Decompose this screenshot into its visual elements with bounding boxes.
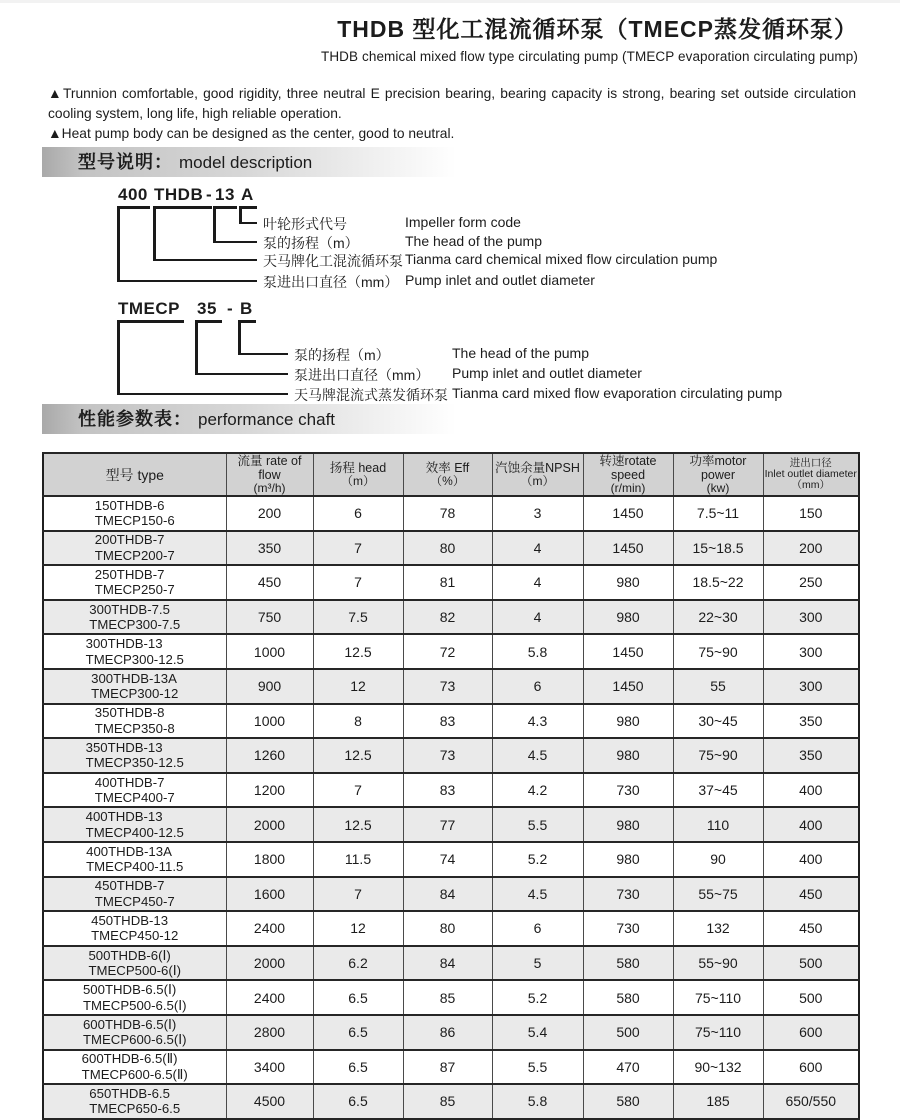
cell-dia: 500 [763,946,859,981]
cell-npsh: 5.5 [492,1050,583,1085]
cell-speed: 1450 [583,531,673,566]
cell-flow: 900 [226,669,313,704]
cell-npsh: 5.8 [492,634,583,669]
cell-npsh: 5.5 [492,807,583,842]
cell-eff: 72 [403,634,492,669]
cell-dia: 400 [763,807,859,842]
cell-npsh: 4.2 [492,773,583,808]
model-code-token: A [241,185,254,204]
table-row [43,1050,859,1085]
diagram-label-en: Pump inlet and outlet diameter [452,365,642,381]
cell-head: 7 [313,531,403,566]
diagram-label-en: Impeller form code [405,214,521,230]
model-names: 300THDB-13 TMECP300-12.5 [85,636,184,667]
model-names: 400THDB-13A TMECP400-11.5 [86,843,184,875]
cell-head: 12.5 [313,738,403,773]
cell-type [43,946,226,981]
table-row [43,738,859,773]
model-names: 450THDB-7 TMECP450-7 [94,878,175,909]
cell-eff: 74 [403,842,492,877]
cell-speed: 1450 [583,634,673,669]
cell-head: 7 [313,877,403,912]
table-row [43,946,859,981]
model-names: 450THDB-13 TMECP450-12 [91,912,179,944]
cell-type [43,1084,226,1119]
cell-flow: 2800 [226,1015,313,1050]
cell-eff: 73 [403,669,492,704]
model-names: 600THDB-6.5(Ⅰ) TMECP600-6.5(Ⅰ) [82,1016,187,1048]
cell-speed: 730 [583,877,673,912]
table-row [43,565,859,600]
cell-flow: 3400 [226,1050,313,1085]
connector-line [117,393,288,396]
cell-power: 110 [673,807,763,842]
column-header-type: 型号 type [43,453,226,496]
cell-type [43,980,226,1015]
table-row [43,1084,859,1119]
cell-dia: 600 [763,1050,859,1085]
table-body [43,496,859,1119]
cell-npsh: 3 [492,496,583,531]
table-row [43,669,859,704]
cell-npsh: 5 [492,946,583,981]
table-row [43,807,859,842]
cell-eff: 80 [403,531,492,566]
model-code-token: TMECP [118,299,180,318]
model-code-token: - [206,185,213,204]
diagram-label-en: Tianma card mixed flow evaporation circulating pump [452,385,783,401]
model-names: 350THDB-13 TMECP350-12.5 [85,739,184,771]
cell-type [43,738,226,773]
cell-power: 30~45 [673,704,763,739]
cell-flow: 1200 [226,773,313,808]
cell-dia: 300 [763,634,859,669]
connector-line [195,320,222,323]
diagram-label-en: Tianma card chemical mixed flow circulation pump [405,251,718,267]
cell-dia: 150 [763,496,859,531]
diagram-label-zh: 天马牌混流式蒸发循环泵 [294,387,448,403]
model-names: 350THDB-8 TMECP350-8 [94,705,175,736]
table-row [43,842,859,877]
table-row [43,1015,859,1050]
cell-npsh: 4 [492,531,583,566]
model-names: 400THDB-7 TMECP400-7 [94,774,175,806]
cell-speed: 580 [583,980,673,1015]
cell-eff: 87 [403,1050,492,1085]
model-names: 600THDB-6.5(Ⅱ) TMECP600-6.5(Ⅱ) [81,1051,188,1082]
page-title: THDB 型化工混流循环泵（TMECP蒸发循环泵） [337,16,858,42]
cell-flow: 4500 [226,1084,313,1119]
connector-line [117,320,120,394]
diagram-label-zh: 泵的扬程（m） [294,347,390,363]
cell-power: 75~90 [673,634,763,669]
diagram-label-zh: 天马牌化工混流循环泵 [263,253,403,269]
cell-type [43,1050,226,1085]
cell-head: 12 [313,669,403,704]
cell-npsh: 4 [492,565,583,600]
cell-npsh: 6 [492,669,583,704]
section-header-model-description [42,147,492,177]
connector-line [153,259,257,262]
cell-type [43,807,226,842]
cell-eff: 82 [403,600,492,635]
cell-eff: 77 [403,807,492,842]
model-names: 300THDB-7.5 TMECP300-7.5 [89,601,181,633]
table-row [43,600,859,635]
table-row [43,496,859,531]
table-row [43,634,859,669]
model-code-token: - [227,299,234,318]
cell-type [43,600,226,635]
section-header-performance [42,404,492,434]
cell-dia: 450 [763,911,859,946]
title-block [0,11,858,64]
model-code-token: B [240,299,253,318]
cell-speed: 980 [583,565,673,600]
column-header-eff: 效率 Eff （%） [403,453,492,496]
cell-type [43,842,226,877]
cell-power: 90 [673,842,763,877]
cell-flow: 450 [226,565,313,600]
cell-eff: 78 [403,496,492,531]
cell-npsh: 5.4 [492,1015,583,1050]
cell-head: 6 [313,496,403,531]
cell-dia: 350 [763,738,859,773]
cell-flow: 2400 [226,980,313,1015]
cell-speed: 980 [583,842,673,877]
connector-line [153,206,212,209]
model-names: 150THDB-6 TMECP150-6 [94,497,175,529]
column-header-npsh: 汽蚀余量NPSH （m） [492,453,583,496]
cell-flow: 1000 [226,704,313,739]
diagram-label-en: The head of the pump [452,345,589,361]
cell-power: 55~90 [673,946,763,981]
column-header-power: 功率motor power (kw) [673,453,763,496]
cell-flow: 1600 [226,877,313,912]
cell-power: 55~75 [673,877,763,912]
diagram-label-en: The head of the pump [405,233,542,249]
model-names: 250THDB-7 TMECP250-7 [94,566,175,598]
cell-eff: 83 [403,704,492,739]
cell-flow: 750 [226,600,313,635]
cell-power: 90~132 [673,1050,763,1085]
cell-eff: 83 [403,773,492,808]
cell-type [43,634,226,669]
cell-head: 6.5 [313,1050,403,1085]
cell-dia: 300 [763,669,859,704]
cell-eff: 85 [403,980,492,1015]
connector-line [239,206,257,209]
cell-speed: 470 [583,1050,673,1085]
connector-line [195,320,198,374]
connector-line [117,320,184,323]
table-row [43,531,859,566]
cell-eff: 73 [403,738,492,773]
cell-type [43,669,226,704]
cell-type [43,877,226,912]
cell-flow: 200 [226,496,313,531]
cell-head: 12.5 [313,634,403,669]
cell-eff: 81 [403,565,492,600]
intro-paragraphs [48,84,856,144]
cell-npsh: 5.2 [492,980,583,1015]
cell-type [43,773,226,808]
cell-power: 75~110 [673,1015,763,1050]
cell-speed: 980 [583,807,673,842]
cell-type [43,496,226,531]
connector-line [239,222,257,225]
cell-dia: 500 [763,980,859,1015]
cell-power: 37~45 [673,773,763,808]
cell-flow: 1000 [226,634,313,669]
cell-npsh: 5.8 [492,1084,583,1119]
cell-dia: 650/550 [763,1084,859,1119]
performance-table [42,452,860,1120]
diagram-label-zh: 泵进出口直径（mm） [294,367,430,383]
cell-speed: 500 [583,1015,673,1050]
cell-dia: 200 [763,531,859,566]
section-title-en: performance chaft [198,410,336,429]
cell-type [43,531,226,566]
model-code-token: 13 [215,185,235,204]
cell-flow: 2000 [226,946,313,981]
cell-power: 18.5~22 [673,565,763,600]
cell-dia: 450 [763,877,859,912]
cell-npsh: 4.5 [492,738,583,773]
cell-head: 7.5 [313,600,403,635]
cell-dia: 400 [763,773,859,808]
cell-eff: 84 [403,877,492,912]
cell-power: 75~90 [673,738,763,773]
cell-dia: 300 [763,600,859,635]
table-row [43,877,859,912]
model-names: 500THDB-6.5(Ⅰ) TMECP500-6.5(Ⅰ) [82,982,187,1013]
table-header-row [43,453,859,496]
section-title-zh: 型号说明： [78,152,173,172]
intro-bullet-1: ▲Trunnion comfortable, good rigidity, three neutral E precision bearing, bearing capacity is strong, bearing set outside circulation cooling system, long life, high reliable operation. [48,86,856,121]
cell-type [43,565,226,600]
connector-line [213,241,257,244]
cell-speed: 1450 [583,496,673,531]
cell-flow: 1260 [226,738,313,773]
column-header-speed: 转速rotate speed (r/min) [583,453,673,496]
connector-line [213,206,216,243]
cell-head: 7 [313,565,403,600]
cell-head: 12 [313,911,403,946]
cell-eff: 80 [403,911,492,946]
cell-power: 7.5~11 [673,496,763,531]
cell-head: 11.5 [313,842,403,877]
model-names: 650THDB-6.5 TMECP650-6.5 [89,1085,181,1117]
cell-type [43,1015,226,1050]
cell-power: 15~18.5 [673,531,763,566]
cell-flow: 1800 [226,842,313,877]
model-code-token: THDB [154,185,204,204]
table-row [43,980,859,1015]
model-code-token: 400 [118,185,148,204]
cell-power: 55 [673,669,763,704]
model-names: 300THDB-13A TMECP300-12 [91,670,179,702]
connector-line [117,280,257,283]
cell-eff: 84 [403,946,492,981]
cell-speed: 980 [583,704,673,739]
cell-npsh: 4.5 [492,877,583,912]
cell-head: 12.5 [313,807,403,842]
cell-head: 6.2 [313,946,403,981]
cell-dia: 600 [763,1015,859,1050]
cell-speed: 980 [583,600,673,635]
cell-head: 8 [313,704,403,739]
cell-power: 185 [673,1084,763,1119]
cell-flow: 2000 [226,807,313,842]
cell-npsh: 4 [492,600,583,635]
cell-head: 6.5 [313,1084,403,1119]
cell-speed: 580 [583,1084,673,1119]
column-header-flow: 流量 rate of flow (m³/h) [226,453,313,496]
cell-head: 7 [313,773,403,808]
connector-line [238,320,256,323]
cell-dia: 400 [763,842,859,877]
cell-dia: 350 [763,704,859,739]
connector-line [213,206,237,209]
cell-speed: 1450 [583,669,673,704]
model-names: 200THDB-7 TMECP200-7 [94,532,175,563]
page-edge-artifact [0,0,900,3]
cell-type [43,911,226,946]
connector-line [238,320,241,354]
diagram-label-zh: 泵的扬程（m） [263,235,359,251]
model-code-token: 35 [197,299,217,318]
diagram-label-en: Pump inlet and outlet diameter [405,272,595,288]
diagram-label-zh: 叶轮形式代号 [263,216,347,232]
cell-speed: 730 [583,911,673,946]
cell-eff: 86 [403,1015,492,1050]
cell-npsh: 5.2 [492,842,583,877]
connector-line [117,206,120,282]
connector-line [195,373,288,376]
table-head [43,453,859,496]
column-header-dia: 进出口径 Inlet outlet diameter （mm） [763,453,859,496]
cell-flow: 2400 [226,911,313,946]
cell-speed: 580 [583,946,673,981]
section-title-en: model description [179,153,313,172]
column-header-head: 扬程 head （m） [313,453,403,496]
page-subtitle: THDB chemical mixed flow type circulating pump (TMECP evaporation circulating pump) [320,49,858,64]
cell-flow: 350 [226,531,313,566]
connector-line [238,353,288,356]
cell-dia: 250 [763,565,859,600]
cell-power: 75~110 [673,980,763,1015]
cell-npsh: 6 [492,911,583,946]
table-row [43,911,859,946]
cell-npsh: 4.3 [492,704,583,739]
connector-line [153,206,156,261]
cell-power: 132 [673,911,763,946]
cell-speed: 730 [583,773,673,808]
diagram-label-zh: 泵进出口直径（mm） [263,274,399,290]
cell-head: 6.5 [313,1015,403,1050]
cell-eff: 85 [403,1084,492,1119]
cell-speed: 980 [583,738,673,773]
cell-type [43,704,226,739]
table-row [43,773,859,808]
model-names: 400THDB-13 TMECP400-12.5 [85,809,184,840]
model-names: 500THDB-6(Ⅰ) TMECP500-6(Ⅰ) [88,947,182,979]
section-title-zh: 性能参数表： [78,409,192,429]
connector-line [117,206,150,209]
cell-head: 6.5 [313,980,403,1015]
cell-power: 22~30 [673,600,763,635]
table-row [43,704,859,739]
intro-bullet-2: ▲Heat pump body can be designed as the center, good to neutral. [48,126,455,141]
